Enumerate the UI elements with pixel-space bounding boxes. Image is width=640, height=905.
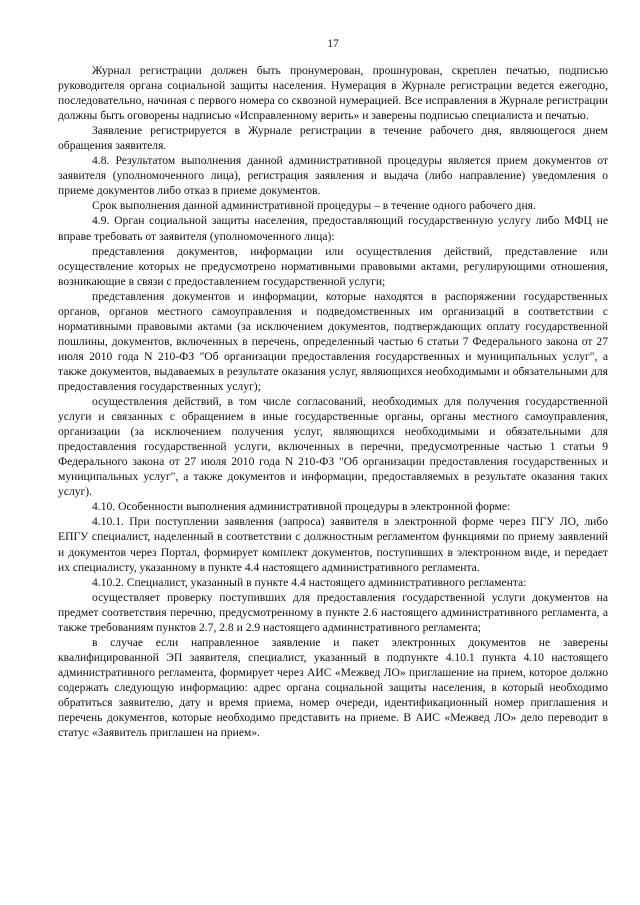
paragraph-restriction-actions: осуществления действий, в том числе согласований, необходимых для получения государственной услуги и связанных с обращением в иные государственные органы, органы местного самоуправления, организации (за исключением получения услуг, являющихся необходимыми и обязательными для предоставления государственной услуги, включенных в перечни, предусмотренные частью 1 статьи 9 Федерального закона от 27 июля 2010 года N 210-ФЗ "Об организации предоставления государственных и муниципальных услуг", а также документов и информации, предоставляемых в результате оказания таких услуг).: [58, 395, 608, 499]
paragraph-verification: осуществляет проверку поступивших для предоставления государственной услуги документов на предмет соответствия перечню, предусмотренному в пункте 2.6 настоящего административного регламента, а также требованиям пунктов 2.7, 2.8 и 2.9 настоящего административного регламента;: [58, 590, 608, 634]
paragraph-4-10-1: 4.10.1. При поступлении заявления (запроса) заявителя в электронной форме через ПГУ ЛО, либо ЕПГУ специалист, наделенный в соответствии с должностным регламентом функциями по приему заявлений и документов через Портал, формирует комплект документов, поступивших в электронном виде, и передает их специалисту, указанному в пункте 4.4 настоящего административного регламента.: [58, 515, 608, 574]
page-number: 17: [327, 37, 339, 50]
paragraph-restriction-agency-documents: представления документов и информации, которые находятся в распоряжении государственных органов, органов местного самоуправления и подведомственных им организаций в соответствии с нормативными правовыми актами (за исключением документов, подтверждающих оплату государственной пошлины, документов, включенных в перечень, определенный частью 6 статьи 7 Федерального закона от 27 июля 2010 года N 210-ФЗ "Об организации предоставления государственных и муниципальных услуг", а также документов, выдаваемых в результате оказания услуг, являющихся необходимыми и обязательными для предоставления государственных услуг);: [58, 289, 608, 393]
paragraph-4-10-electronic: 4.10. Особенности выполнения административной процедуры в электронной форме:: [92, 500, 511, 514]
paragraph-4-9-restrictions: 4.9. Орган социальной защиты населения, предоставляющий государственную услугу либо МФЦ не вправе требовать от заявителя (уполномоченного лица):: [58, 214, 608, 243]
paragraph-procedure-term: Срок выполнения данной административной процедуры – в течение одного рабочего дня.: [92, 199, 536, 213]
paragraph-registration-timing: Заявление регистрируется в Журнале регистрации в течение рабочего дня, являющегося днем обращения заявителя.: [58, 124, 608, 153]
paragraph-4-8-result: 4.8. Результатом выполнения данной административной процедуры является прием документов от заявителя (уполномоченного лица), регистрация заявления и выдача (либо направление) уведомления о приеме документов либо отказ в приеме документов.: [58, 154, 608, 198]
paragraph-restriction-documents: представления документов, информации или осуществления действий, представление или осуществление которых не предусмотрено нормативными правовыми актами, регулирующими отношения, возникающие в связи с предоставлением государственной услуги;: [58, 244, 608, 288]
paragraph-4-10-2: 4.10.2. Специалист, указанный в пункте 4.4 настоящего административного регламента:: [92, 575, 527, 589]
paragraph-invitation: в случае если направленное заявление и пакет электронных документов не заверены квалифицированной ЭП заявителя, специалист, указанный в подпункте 4.10.1 пункта 4.10 настоящего административного регламента, формирует через АИС «Межвед ЛО» приглашение на прием, которое должно содержать следующую информацию: адрес органа социальной защиты населения, в который необходимо обратиться заявителю, дату и время приема, номер очереди, идентификационный номер приглашения и перечень документов, которые необходимо представить на приеме. В АИС «Межвед ЛО» дело переводит в статус «Заявитель приглашен на прием».: [58, 635, 608, 740]
paragraph-journal-registration: Журнал регистрации должен быть пронумерован, прошнурован, скреплен печатью, подписью руководителя органа социальной защиты населения. Нумерация в Журнале регистрации ведется ежегодно, последовательно, начиная с первого номера со сквозной нумерацией. Все исправления в Журнале регистрации должны быть оговорены надписью «Исправленному верить» и заверены подписью специалиста и печатью.: [58, 64, 608, 123]
